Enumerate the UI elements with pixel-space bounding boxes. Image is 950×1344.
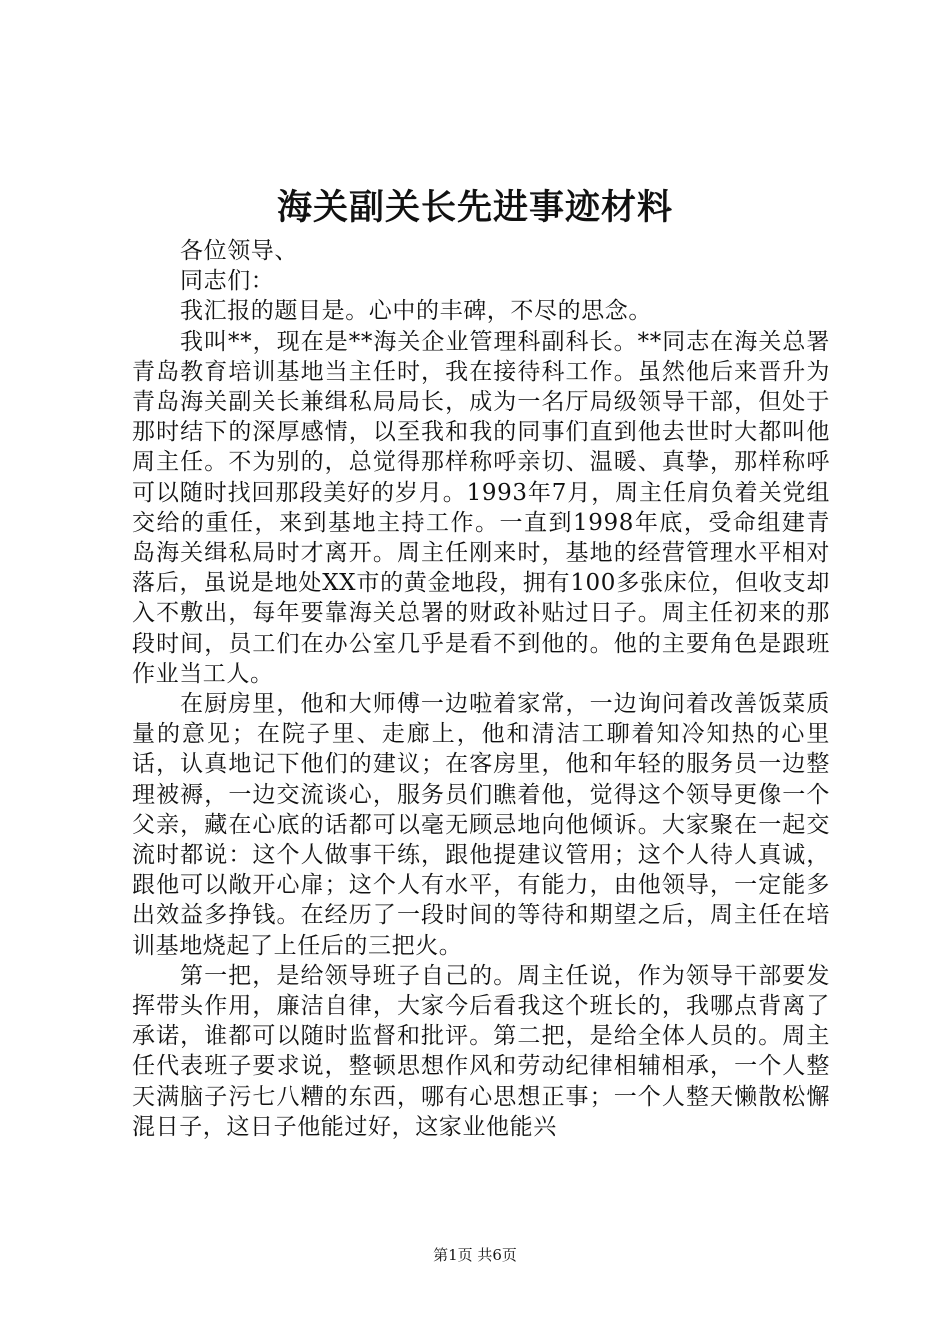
- body-paragraph: 第一把，是给领导班子自己的。周主任说，作为领导干部要发挥带头作用，廉洁自律，大家今后看我这个班长的，我哪点背离了承诺，谁都可以随时监督和批评。第二把，是给全体人员的。周主任代表班子要求说，整顿思想作风和劳动纪律相辅相承，一个人整天满脑子污七八糟的东西，哪有心思想正事；一个人整天懒散松懈混日子，这日子他能过好，这家业他能兴: [132, 962, 830, 1140]
- salutation-comrades: 同志们：: [180, 268, 275, 295]
- document-body: [132, 236, 830, 1142]
- report-topic: 我汇报的题目是。心中的丰碑，不尽的思念。: [180, 298, 652, 325]
- body-paragraph: 在厨房里，他和大师傅一边啦着家常，一边询问着改善饭菜质量的意见；在院子里、走廊上，他和清洁工聊着知冷知热的心里话，认真地记下他们的建议；在客房里，他和年轻的服务员一边整理被褥，一边交流谈心，服务员们瞧着他，觉得这个领导更像一个父亲，藏在心底的话都可以毫无顾忌地向他倾诉。大家聚在一起交流时都说：这个人做事干练，跟他提建议管用；这个人待人真诚，跟他可以敞开心扉；这个人有水平，有能力，由他领导，一定能多出效益多挣钱。在经历了一段时间的等待和期望之后，周主任在培训基地烧起了上任后的三把火。: [132, 691, 830, 959]
- salutation-leaders: 各位领导、: [180, 238, 298, 264]
- document-title: 海关副关长先进事迹材料: [276, 187, 673, 228]
- page-number-footer: 第1页 共6页: [433, 1246, 517, 1264]
- body-paragraph: 我叫**，现在是**海关企业管理科副科长。**同志在海关总署青岛教育培训基地当主任时，我在接待科工作。虽然他后来晋升为青岛海关副关长兼缉私局局长，成为一名厅局级领导干部，但处于那时结下的深厚感情，以至我和我的同事们直到他去世时大都叫他周主任。不为别的，总觉得那样称呼亲切、温暖、真挚，那样称呼可以随时找回那段美好的岁月。1993年7月，周主任肩负着关党组交给的重任，来到基地主持工作。一直到1998年底，受命组建青岛海关缉私局时才离开。周主任刚来时，基地的经营管理水平相对落后，虽说是地处XX市的黄金地段，拥有100多张床位，但收支却入不敷出，每年要靠海关总署的财政补贴过日子。周主任初来的那段时间，员工们在办公室几乎是看不到他的。他的主要角色是跟班作业当工人。: [132, 328, 830, 687]
